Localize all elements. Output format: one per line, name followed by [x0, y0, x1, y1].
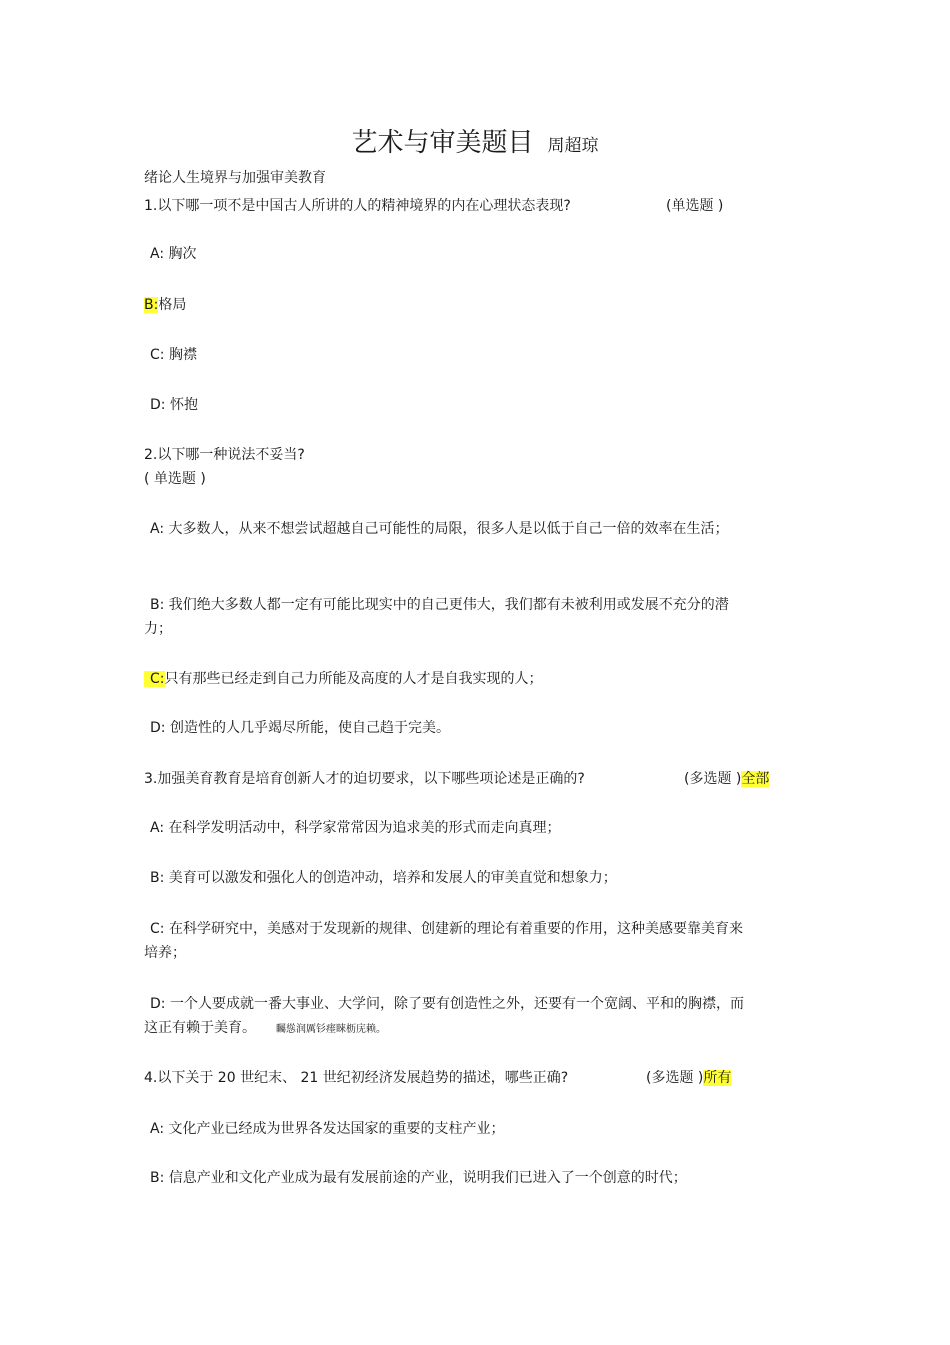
author-name: 周超琼 — [547, 136, 599, 156]
q4-option-a: A: 文化产业已经成为世界各发达国家的重要的支柱产业； — [150, 1121, 505, 1137]
question-1-type: (单选题 ) — [666, 198, 724, 214]
question-2-text: 2.以下哪一种说法不妥当? — [144, 447, 305, 463]
answer-highlight: 全部 — [741, 771, 770, 787]
q1-option-c: C: 胸襟 — [150, 347, 197, 363]
q2-option-c: C:只有那些已经走到自己力所能及高度的人才是自我实现的人； — [144, 669, 543, 689]
q3-option-d: D: 一个人要成就一番大事业、大学问，除了要有创造性之外，还要有一个宽阔、平和的胸襟，而这正有赖于美育。 矚慫润厲钐瘗睞枥庑赖。 — [144, 996, 744, 1036]
question-3-text: 3.加强美育教育是培育创新人才的迫切要求，以下哪些项论述是正确的? — [144, 771, 585, 787]
q2-option-b: B: 我们绝大多数人都一定有可能比现实中的自己更伟大，我们都有未被利用或发展不充分的潜力； — [144, 597, 729, 637]
q2-option-a: A: 大多数人，从来不想尝试超越自己可能性的局限，很多人是以低于自己一倍的效率在生活； — [150, 521, 729, 537]
title-text: 艺术与审美题目 — [351, 128, 534, 158]
q3-option-a: A: 在科学发明活动中，科学家常常因为追求美的形式而走向真理； — [150, 820, 561, 836]
section-heading: 绪论人生境界与加强审美教育 — [144, 170, 326, 186]
question-3-type: (多选题 )全部 — [684, 771, 770, 787]
answer-highlight: B: — [144, 297, 159, 313]
question-2-type: ( 单选题 ) — [144, 471, 206, 487]
q3-option-b: B: 美育可以激发和强化人的创造冲动，培养和发展人的审美直觉和想象力； — [150, 870, 617, 886]
question-4-text: 4.以下关于 20 世纪末、 21 世纪初经济发展趋势的描述，哪些正确? — [144, 1070, 569, 1086]
q4-option-b: B: 信息产业和文化产业成为最有发展前途的产业，说明我们已进入了一个创意的时代； — [150, 1170, 687, 1186]
garbled-note: 矚慫润厲钐瘗睞枥庑赖。 — [276, 1024, 386, 1035]
question-4-type: (多选题 )所有 — [646, 1070, 732, 1086]
document-title — [0, 122, 950, 159]
q1-option-d: D: 怀抱 — [150, 397, 198, 413]
answer-highlight: C: — [144, 671, 165, 687]
q1-option-a: A: 胸次 — [150, 246, 197, 262]
q2-option-d: D: 创造性的人几乎竭尽所能，使自己趋于完美。 — [150, 720, 450, 736]
q3-option-c: C: 在科学研究中，美感对于发现新的规律、创建新的理论有着重要的作用，这种美感要靠美育来培养； — [144, 921, 743, 961]
q1-option-b: B:格局 — [144, 297, 187, 313]
answer-highlight: 所有 — [703, 1070, 732, 1086]
question-1-text: 1.以下哪一项不是中国古人所讲的人的精神境界的内在心理状态表现? — [144, 198, 571, 214]
